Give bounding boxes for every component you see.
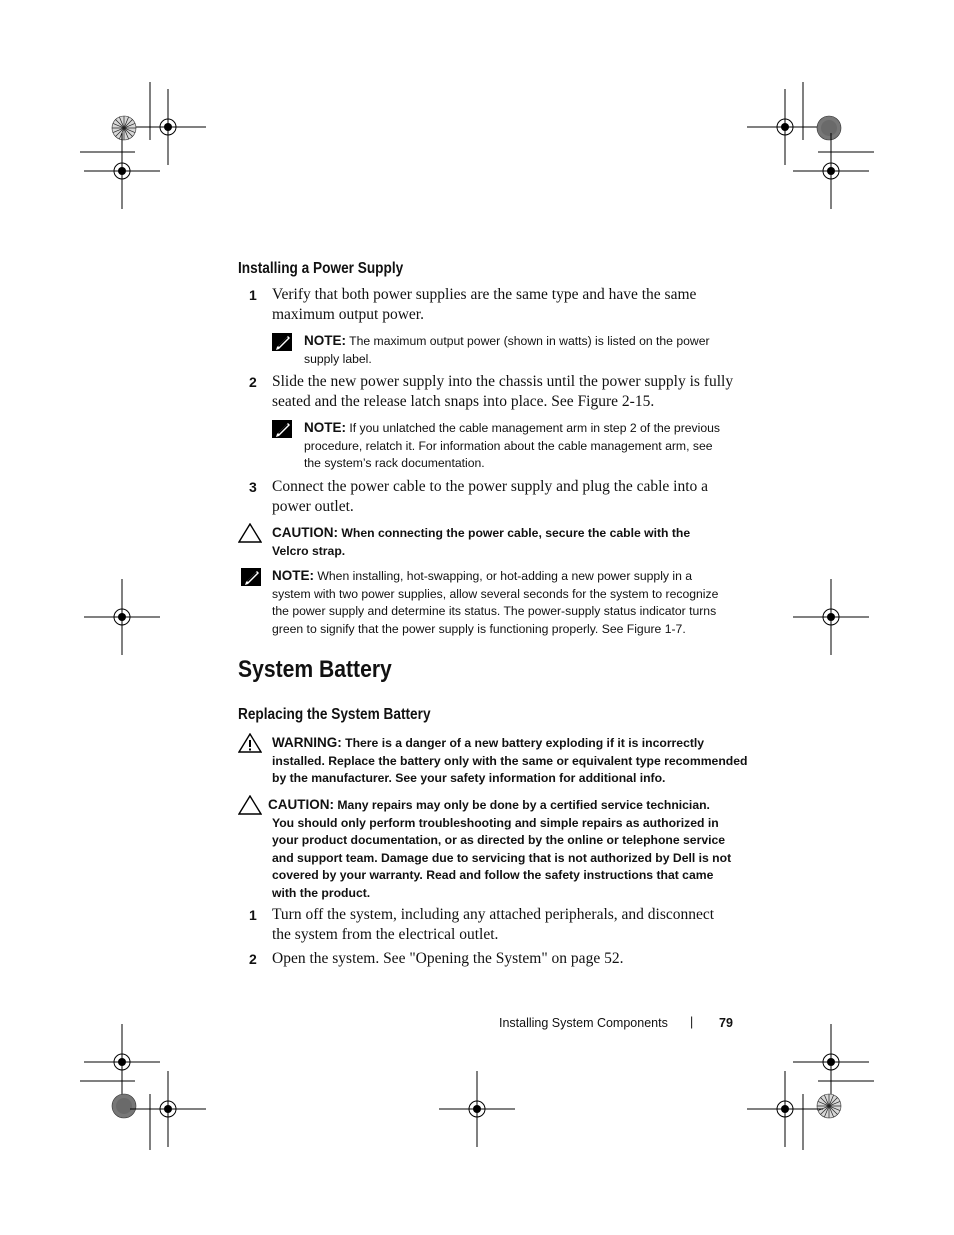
step-text bbox=[272, 372, 752, 411]
caution-line: with the product. bbox=[272, 885, 371, 900]
caution-line: your product documentation, or as directed by the online or telephone service bbox=[272, 833, 726, 847]
note-line: the power supply and determine its status. The power-supply status indicator turns bbox=[272, 604, 717, 618]
note-line: the system’s rack documentation. bbox=[304, 456, 485, 470]
caution-label: CAUTION: bbox=[272, 525, 338, 540]
note-text bbox=[272, 567, 742, 638]
caution-line: Many repairs may only be done by a certified service technician. bbox=[337, 798, 710, 812]
footer-chapter-title: Installing System Components bbox=[499, 1016, 668, 1030]
note-line: When installing, hot-swapping, or hot-adding a new power supply in a bbox=[317, 569, 693, 583]
step-text bbox=[272, 905, 752, 944]
note-line: supply label. bbox=[304, 351, 372, 366]
warning-exclamation-triangle-icon bbox=[238, 733, 262, 758]
step-line: seated and the release latch snaps into place. See Figure 2-15. bbox=[272, 392, 655, 410]
section-heading-replacing-battery: Replacing the System Battery bbox=[238, 706, 431, 723]
warning-line: There is a danger of a new battery exploding if it is incorrectly bbox=[345, 736, 705, 750]
step-number: 1 bbox=[249, 287, 257, 303]
note-label: NOTE: bbox=[272, 568, 314, 583]
footer-page-number: 79 bbox=[719, 1016, 733, 1030]
step-line: power outlet. bbox=[272, 497, 354, 515]
section-title-system-battery: System Battery bbox=[238, 656, 392, 683]
step-line: the system from the electrical outlet. bbox=[272, 925, 499, 943]
caution-line: You should only perform troubleshooting and simple repairs as authorized in bbox=[272, 815, 719, 830]
step-line: Turn off the system, including any attached peripherals, and disconnect bbox=[272, 906, 715, 923]
warning-label: WARNING: bbox=[272, 735, 342, 750]
step-line: Connect the power cable to the power supply and plug the cable into a bbox=[272, 478, 709, 495]
warning-line: installed. Replace the battery only with the same or equivalent type recommended bbox=[272, 753, 748, 768]
note-line: If you unlatched the cable management arm in step 2 of the previous bbox=[349, 421, 720, 435]
note-line: The maximum output power (shown in watts) is listed on the power bbox=[349, 334, 710, 348]
note-line: procedure, relatch it. For information about the cable management arm, see bbox=[304, 438, 713, 453]
caution-label: CAUTION: bbox=[268, 797, 334, 812]
step-line: Verify that both power supplies are the same type and have the same bbox=[272, 286, 697, 303]
section-heading-installing-power-supply: Installing a Power Supply bbox=[238, 260, 404, 277]
note-text bbox=[304, 332, 744, 368]
note-label: NOTE: bbox=[304, 420, 346, 435]
step-number: 1 bbox=[249, 907, 257, 923]
step-number: 3 bbox=[249, 479, 257, 495]
step-text bbox=[272, 285, 752, 324]
note-line: green to signify that the power supply is functioning properly. See Figure 1-7. bbox=[272, 621, 686, 636]
step-line: maximum output power. bbox=[272, 305, 424, 323]
step-text bbox=[272, 949, 752, 969]
step-line: Open the system. See "Opening the System" on page 52. bbox=[272, 950, 624, 967]
caution-line: When connecting the power cable, secure the cable with the bbox=[341, 526, 691, 540]
pencil-note-icon bbox=[272, 332, 294, 357]
step-number: 2 bbox=[249, 374, 257, 390]
warning-line: by the manufacturer. See your safety information for additional info. bbox=[272, 771, 666, 785]
caution-line: Velcro strap. bbox=[272, 543, 346, 558]
caution-text bbox=[268, 796, 738, 902]
caution-line: covered by your warranty. Read and follow the safety instructions that came bbox=[272, 868, 714, 882]
step-text bbox=[272, 477, 752, 516]
step-number: 2 bbox=[249, 951, 257, 967]
caution-triangle-icon bbox=[238, 523, 262, 548]
step-line: Slide the new power supply into the chassis until the power supply is fully bbox=[272, 373, 734, 390]
note-line: system with two power supplies, allow several seconds for the system to recognize bbox=[272, 586, 719, 601]
caution-text bbox=[272, 524, 732, 560]
caution-triangle-icon bbox=[238, 795, 262, 820]
note-text bbox=[304, 419, 744, 473]
warning-text bbox=[272, 734, 748, 788]
note-label: NOTE: bbox=[304, 333, 346, 348]
pencil-note-icon bbox=[272, 419, 294, 444]
pencil-note-icon bbox=[241, 567, 263, 592]
caution-line: and support team. Damage due to servicing that is not authorized by Dell is not bbox=[272, 850, 732, 865]
footer-separator: | bbox=[690, 1015, 694, 1029]
